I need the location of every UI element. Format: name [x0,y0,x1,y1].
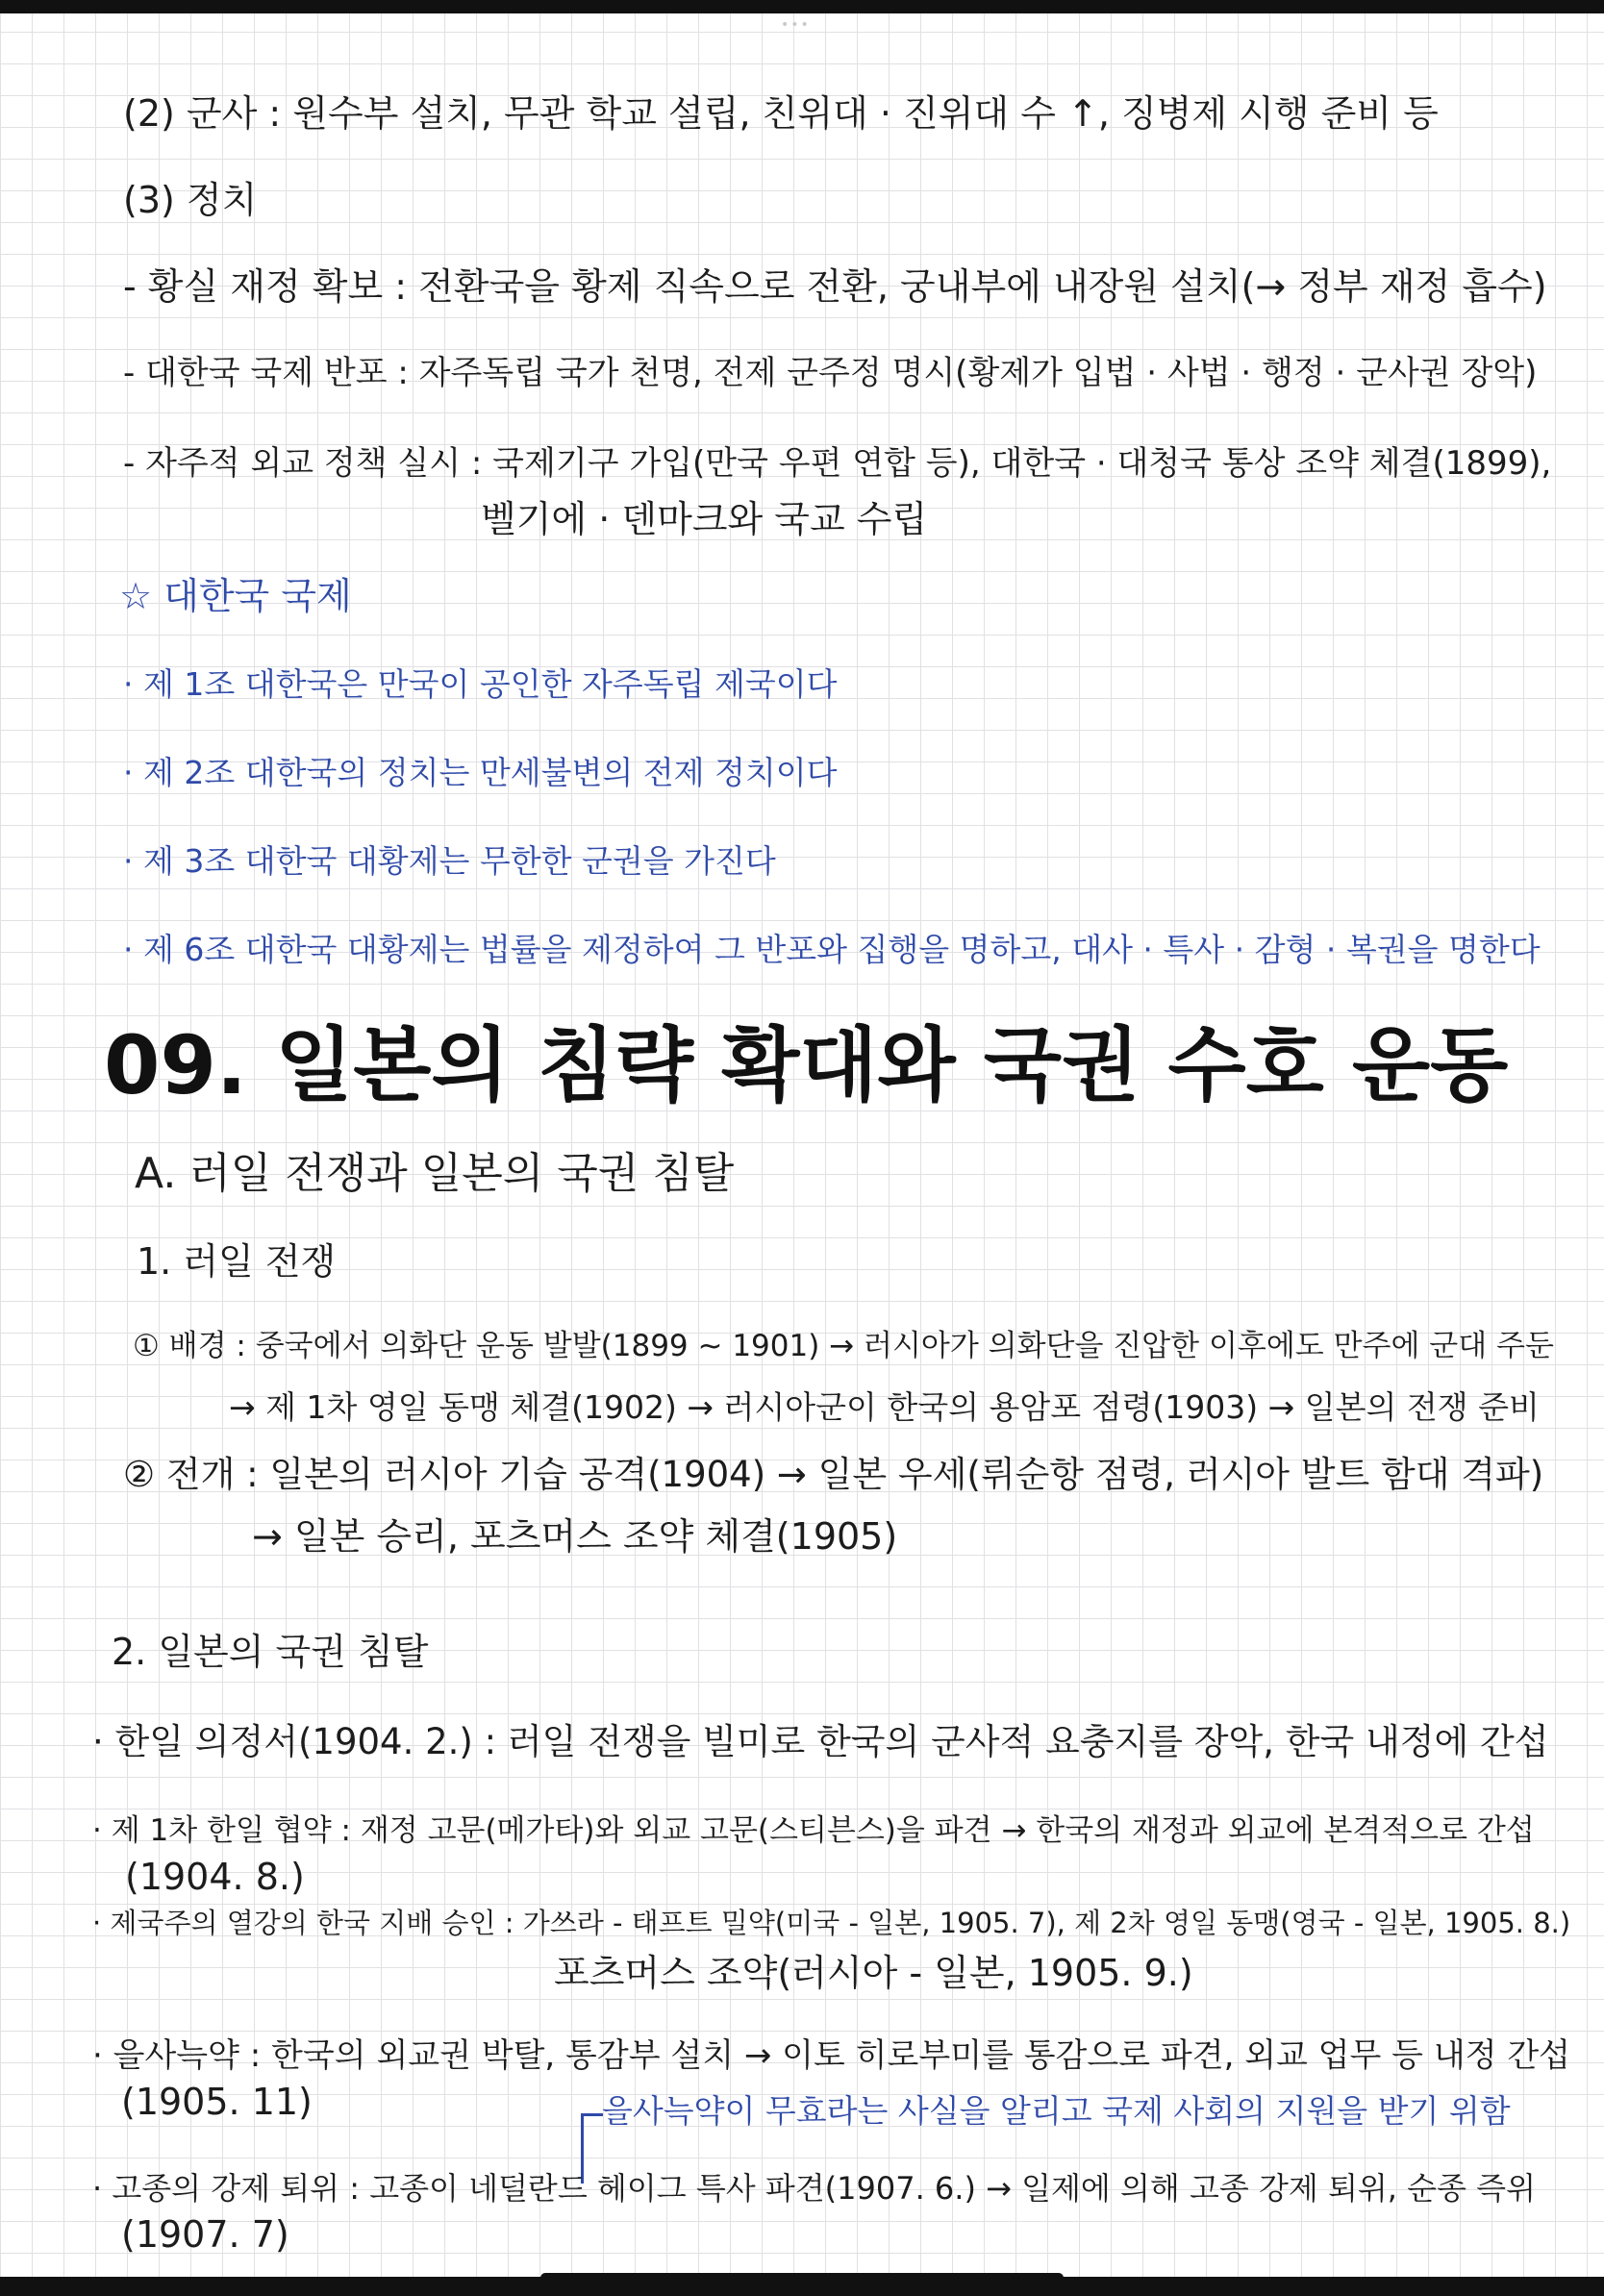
more-dots-icon[interactable]: ••• [781,17,811,33]
line-gojong-date: (1907. 7) [121,2213,289,2256]
star-heading: ☆ 대한국 국제 [119,575,352,617]
bottom-bar [0,2277,1604,2296]
line-background-2: → 제 1차 영일 동맹 체결(1902) → 러시아군이 한국의 용암포 점령(1903) → 일본의 전쟁 준비 [229,1388,1540,1426]
line-military: (2) 군사 : 원수부 설치, 무관 학교 설립, 친위대 · 진위대 수 ↑, 징병제 시행 준비 등 [123,92,1439,135]
subheading-sovereignty: 2. 일본의 국권 침탈 [112,1631,429,1673]
line-powers-1: · 제국주의 열강의 한국 지배 승인 : 가쓰라 - 태프트 밀약(미국 - 일본, 1905. 7), 제 2차 영일 동맹(영국 - 일본, 1905. 8.) [92,1907,1571,1939]
subheading-russo-japanese-war: 1. 러일 전쟁 [137,1240,337,1283]
line-eulsa: · 을사늑약 : 한국의 외교권 박탈, 통감부 설치 → 이토 히로부미를 통감으로 파견, 외교 업무 등 내정 간섭 [92,2036,1571,2075]
line-agreement-1: · 제 1차 한일 협약 : 재정 고문(메가타)와 외교 고문(스티븐스)을 파견 → 한국의 재정과 외교에 본격적으로 간섭 [92,1813,1535,1848]
line-gojong: · 고종의 강제 퇴위 : 고종이 네덜란드 헤이그 특사 파견(1907. 6.) → 일제에 의해 고종 강제 퇴위, 순종 즉위 [92,2170,1536,2207]
line-constitution: - 대한국 국제 반포 : 자주독립 국가 천명, 전제 군주정 명시(황제가 입법 · 사법 · 행정 · 군사권 장악) [123,354,1538,392]
article-1: · 제 1조 대한국은 만국이 공인한 자주독립 제국이다 [123,665,838,703]
heading-politics: (3) 정치 [123,179,258,221]
top-status-bar [0,0,1604,13]
line-development-2: → 일본 승리, 포츠머스 조약 체결(1905) [252,1515,898,1558]
line-protocol: · 한일 의정서(1904. 2.) : 러일 전쟁을 빌미로 한국의 군사적 요충지를 장악, 한국 내정에 간섭 [92,1721,1549,1762]
chapter-title: 09. 일본의 침략 확대와 국권 수호 운동 [104,1018,1509,1112]
line-diplomacy-2: 벨기에 · 덴마크와 국교 수립 [481,498,928,540]
line-royal-finance: - 황실 재정 확보 : 전환국을 황제 직속으로 전환, 궁내부에 내장원 설치(→ 정부 재정 흡수) [123,265,1547,308]
article-6: · 제 6조 대한국 대황제는 법률을 제정하여 그 반포와 집행을 명하고, 대사 · 특사 · 감형 · 복권을 명한다 [123,931,1541,968]
line-powers-2: 포츠머스 조약(러시아 - 일본, 1905. 9.) [554,1952,1193,1994]
line-agreement-1-date: (1904. 8.) [125,1856,305,1898]
article-2: · 제 2조 대한국의 정치는 만세불변의 전제 정치이다 [123,754,838,791]
line-background-1: ① 배경 : 중국에서 의화단 운동 발발(1899 ~ 1901) → 러시아가 의화단을 진압한 이후에도 만주에 군대 주둔 [133,1329,1554,1363]
article-3: · 제 3조 대한국 대황제는 무한한 군권을 가진다 [123,842,776,880]
line-diplomacy-1: - 자주적 외교 정책 실시 : 국제기구 가입(만국 우편 연합 등), 대한국 · 대청국 통상 조약 체결(1899), [123,444,1552,483]
hague-annotation: 을사늑약이 무효라는 사실을 알리고 국제 사회의 지원을 받기 위함 [602,2092,1511,2130]
line-development-1: ② 전개 : 일본의 러시아 기습 공격(1904) → 일본 우세(뤼순항 점령, 러시아 발트 함대 격파) [123,1454,1544,1495]
section-a-heading: A. 러일 전쟁과 일본의 국권 침탈 [135,1149,735,1198]
line-eulsa-date: (1905. 11) [121,2081,313,2123]
